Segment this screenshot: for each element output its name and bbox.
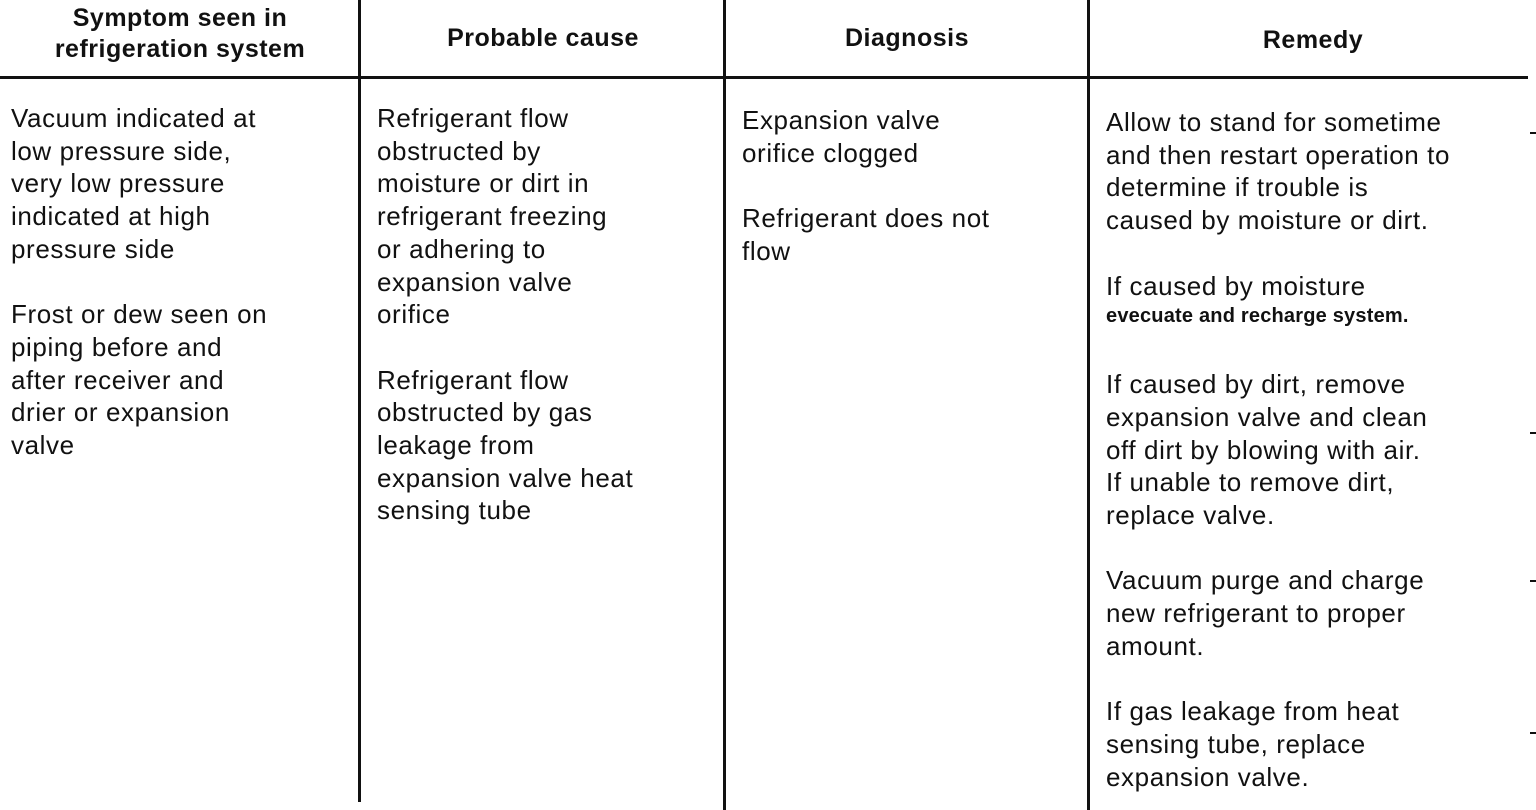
header-probable-cause xyxy=(362,0,724,76)
diagnosis-text-2: Refrigerant does not flow xyxy=(742,203,990,266)
edge-tick xyxy=(1530,432,1536,434)
remedy-text-3: If caused by dirt, remove expansion valve and clean off dirt by blowing with air. If unable to remove dirt, replace valve. xyxy=(1106,369,1428,531)
header-remedy-label: Remedy xyxy=(1262,25,1364,54)
symptom-text-2: Frost or dew seen on piping before and after receiver and drier or expansion valve xyxy=(11,299,268,461)
edge-tick xyxy=(1530,732,1536,734)
diagnosis-cell xyxy=(742,104,1082,268)
header-symptom-line2: refrigeration system xyxy=(54,35,306,63)
column-divider-2 xyxy=(723,0,726,810)
symptom-cell xyxy=(11,102,351,462)
remedy-text-2a: If caused by moisture xyxy=(1106,270,1366,301)
header-diagnosis-label: Diagnosis xyxy=(845,23,969,52)
remedy-text-4: Vacuum purge and charge new refrigerant to proper amount. xyxy=(1106,565,1425,661)
cause-text-1: Refrigerant flow obstructed by moisture or dirt in refrigerant freezing or adhering to expansion valve orifice xyxy=(377,103,608,330)
header-symptom xyxy=(0,0,360,72)
diagnosis-text-1: Expansion valve orifice clogged xyxy=(742,105,941,168)
edge-tick xyxy=(1530,132,1536,134)
header-symptom-line1: Symptom seen in xyxy=(72,4,288,32)
symptom-text-1: Vacuum indicated at low pressure side, very low pressure indicated at high pressure side xyxy=(11,103,257,264)
remedy-text-2b: evecuate and recharge system. xyxy=(1106,305,1409,328)
header-remedy xyxy=(1090,2,1536,78)
header-divider xyxy=(0,76,1528,79)
cause-text-2: Refrigerant flow obstructed by gas leakage from expansion valve heat sensing tube xyxy=(377,364,634,526)
column-divider-3 xyxy=(1087,0,1090,810)
header-diagnosis xyxy=(726,0,1088,76)
edge-tick xyxy=(1530,580,1536,582)
column-divider-1 xyxy=(358,0,361,802)
remedy-text-1: Allow to stand for sometime and then restart operation to determine if trouble is caused by moisture or dirt. xyxy=(1106,107,1451,236)
remedy-text-5: If gas leakage from heat sensing tube, replace expansion valve. xyxy=(1106,696,1400,792)
probable-cause-cell xyxy=(377,102,717,527)
header-probable-cause-label: Probable cause xyxy=(447,23,639,52)
remedy-cell xyxy=(1106,106,1534,793)
